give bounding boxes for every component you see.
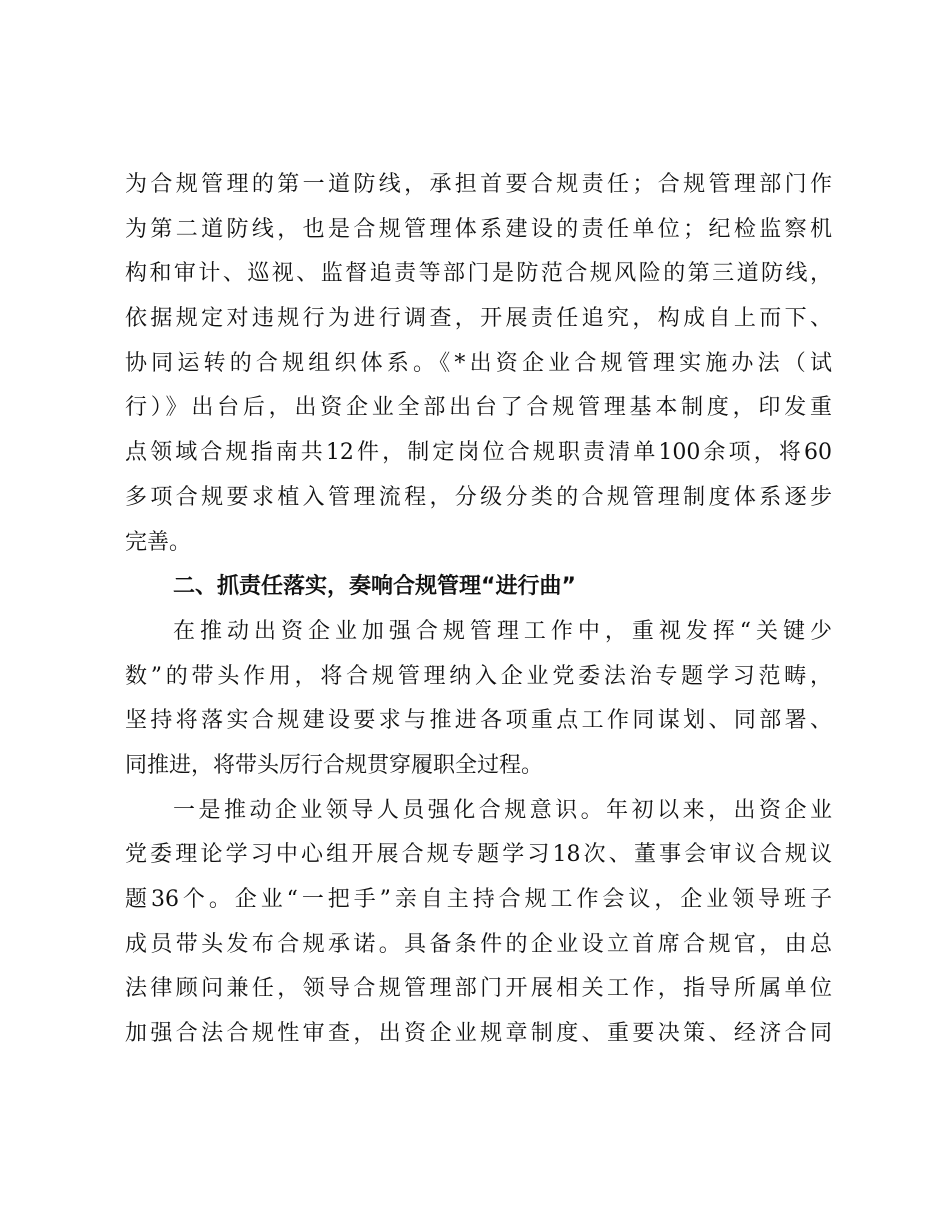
text-line: 协同运转的合规组织体系。《*出资企业合规管理实施办法（试: [125, 350, 832, 376]
text-line: 题36个。企业“一把手”亲自主持合规工作会议，企业领导班子: [125, 887, 832, 912]
text-line: 在推动出资企业加强合规管理工作中，重视发挥“关键少: [173, 618, 832, 644]
text-line: 一是推动企业领导人员强化合规意识。年初以来，出资企业: [173, 797, 832, 823]
text-line: 完善。: [125, 529, 192, 555]
paragraph: [125, 789, 832, 1057]
text-line: 为第二道防线，也是合规管理体系建设的责任单位；纪检监察机: [125, 216, 832, 242]
text-line: 成员带头发布合规承诺。具备条件的企业设立首席合规官，由总: [125, 931, 832, 957]
text-line: 为合规管理的第一道防线，承担首要合规责任；合规管理部门作: [125, 172, 832, 197]
section-heading: [125, 565, 832, 610]
text-line: 点领域合规指南共12件，制定岗位合规职责清单100余项，将60: [125, 440, 832, 466]
text-line: 党委理论学习中心组开展合规专题学习18次、董事会审议合规议: [125, 842, 832, 868]
text-line: 数”的带头作用，将合规管理纳入企业党委法治专题学习范畴，: [125, 663, 832, 689]
text-line: 法律顾问兼任，领导合规管理部门开展相关工作，指导所属单位: [125, 976, 832, 1002]
text-line: 加强合法合规性审查，出资企业规章制度、重要决策、经济合同: [125, 1021, 832, 1047]
paragraph: [125, 163, 832, 565]
text-line: 行）》出台后，出资企业全部出台了合规管理基本制度，印发重: [125, 395, 832, 421]
document-page: [125, 163, 832, 1057]
paragraph: [125, 610, 832, 789]
text-line: 同推进，将带头厉行合规贯穿履职全过程。: [125, 752, 544, 778]
text-line: 坚持将落实合规建设要求与推进各项重点工作同谋划、同部署、: [125, 708, 832, 734]
text-line: 依据规定对违规行为进行调查，开展责任追究，构成自上而下、: [125, 306, 832, 332]
text-line: 多项合规要求植入管理流程，分级分类的合规管理制度体系逐步: [125, 484, 832, 510]
text-line: 构和审计、巡视、监督追责等部门是防范合规风险的第三道防线，: [125, 261, 832, 287]
heading-text: 二、抓责任落实，奏响合规管理“进行曲”: [173, 574, 576, 600]
